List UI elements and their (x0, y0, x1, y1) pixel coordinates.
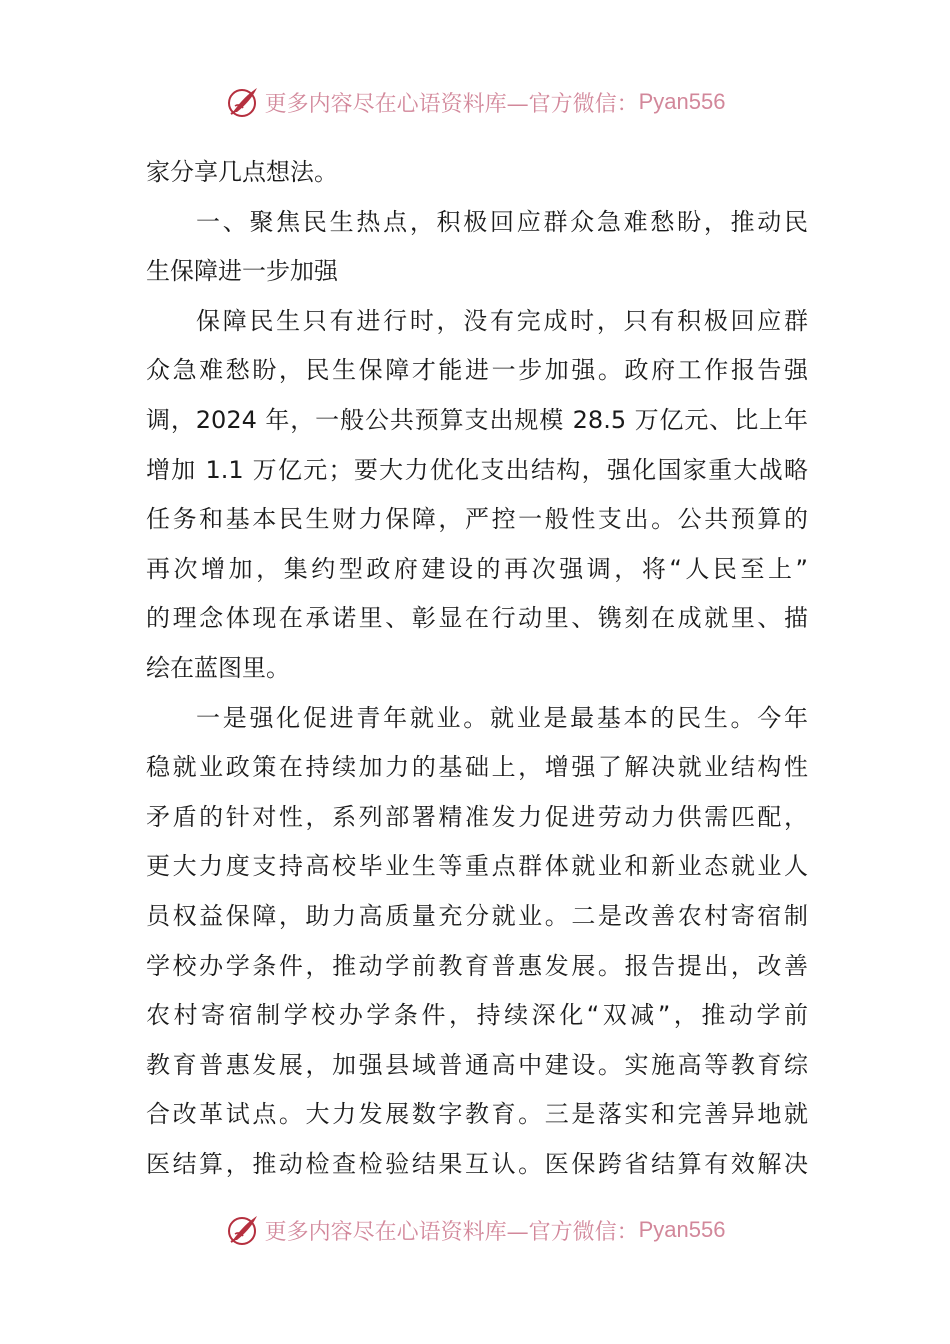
text-line: 更大力度支持高校毕业生等重点群体就业和新业态就业人 (146, 852, 808, 881)
footer-watermark-id: Pyan556 (638, 1217, 726, 1242)
text-line: 合改革试点。大力发展数字教育。三是落实和完善异地就 (146, 1100, 808, 1129)
text-line: 医结算，推动检查检验结果互认。医保跨省结算有效解决 (146, 1149, 808, 1178)
text-line: 教育普惠发展，加强县域普通高中建设。实施高等教育综 (146, 1050, 808, 1079)
text-line: 稳就业政策在持续加力的基础上，增强了解决就业结构性 (146, 753, 808, 782)
text-line: 一是强化促进青年就业。就业是最基本的民生。今年 (196, 703, 808, 732)
text-line: 学校办学条件，推动学前教育普惠发展。报告提出，改善 (146, 951, 808, 980)
section-heading-line: 生保障进一步加强 (146, 257, 338, 286)
header-watermark-id: Pyan556 (638, 89, 726, 114)
text-line: 员权益保障，助力高质量充分就业。二是改善农村寄宿制 (146, 901, 808, 930)
text-line: 再次增加，集约型政府建设的再次强调，将“人民至上” (146, 554, 808, 583)
text-line: 保障民生只有进行时，没有完成时，只有积极回应群 (196, 306, 808, 335)
text-line: 增加 1.1 万亿元；要大力优化支出结构，强化国家重大战略 (146, 455, 808, 484)
text-line: 家分享几点想法。 (146, 158, 338, 186)
section-heading-line: 一、聚焦民生热点，积极回应群众急难愁盼，推动民 (196, 207, 808, 236)
text-line: 的理念体现在承诺里、彰显在行动里、镌刻在成就里、描 (146, 604, 808, 633)
text-line: 任务和基本民生财力保障，严控一般性支出。公共预算的 (146, 505, 808, 534)
footer-watermark-text: 更多内容尽在心语资料库—官方微信： (264, 1219, 639, 1245)
quill-logo-icon (225, 1212, 261, 1248)
text-line: 矛盾的针对性，系列部署精准发力促进劳动力供需匹配， (146, 802, 808, 831)
text-line: 调，2024 年，一般公共预算支出规模 28.5 万亿元、比上年 (146, 405, 808, 434)
text-line: 绘在蓝图里。 (146, 653, 290, 682)
header-watermark (0, 80, 950, 124)
header-watermark-text: 更多内容尽在心语资料库—官方微信： (264, 91, 639, 117)
quill-logo-icon (225, 84, 261, 120)
document-body (146, 148, 808, 1189)
footer-watermark (0, 1208, 950, 1252)
text-line: 众急难愁盼，民生保障才能进一步加强。政府工作报告强 (146, 356, 808, 385)
text-line: 农村寄宿制学校办学条件，持续深化“双减”，推动学前 (146, 1001, 808, 1030)
